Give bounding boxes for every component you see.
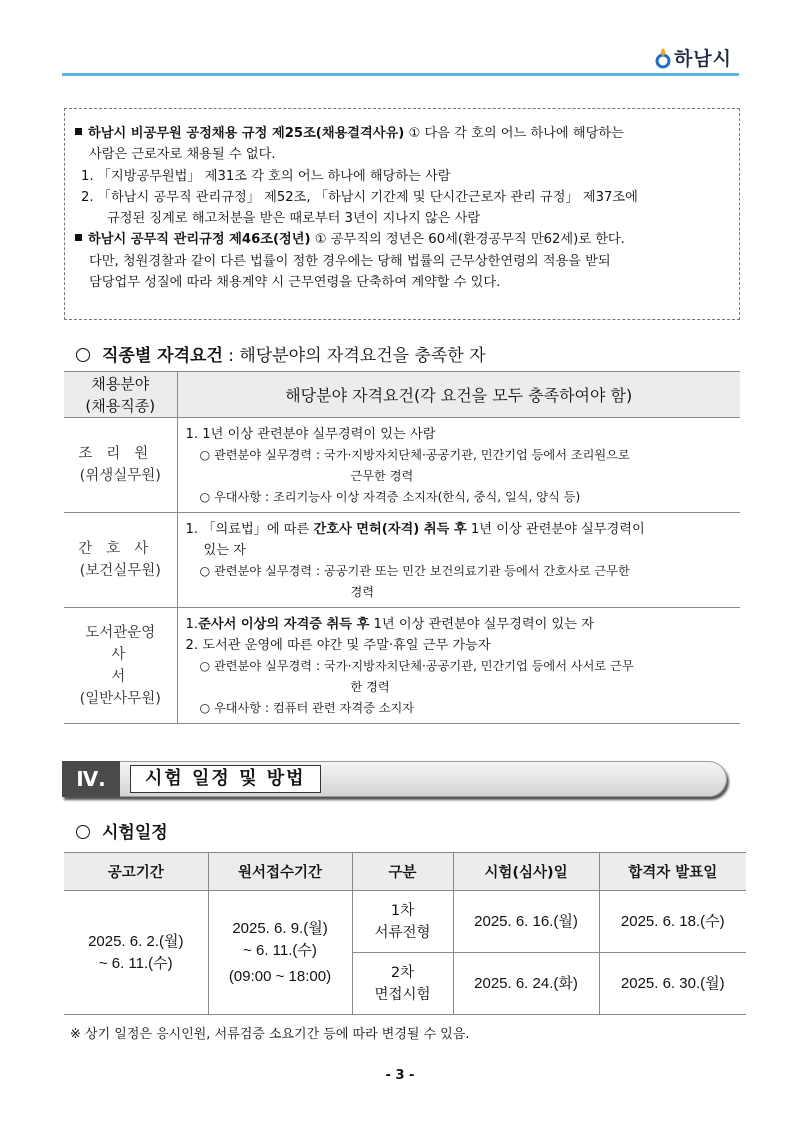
stage-name: 면접시험 xyxy=(374,986,431,1003)
table-header-row xyxy=(64,372,740,418)
qualifications-heading-bold: 직종별 자격요건 xyxy=(102,346,223,366)
stage-name: 서류전형 xyxy=(374,924,431,941)
notice-item-1-text: ① 다음 각 호의 어느 하나에 해당하는 xyxy=(408,126,624,141)
requirement-detail: ○ 관련분야 실무경력 : 국가·지방자치단체·공공기관, 민간기업 등에서 조리원으로 xyxy=(199,448,630,462)
stage xyxy=(352,953,453,1015)
req-text: 1년 이상 관련분야 실무경력이 있는 자 xyxy=(373,617,594,632)
stage-number: 2차 xyxy=(390,964,415,981)
table-header-row xyxy=(64,853,746,891)
notice-item-2-cont1: 다만, 청원경찰과 같이 다른 법률이 정한 경우에는 당해 법률의 근무상한연령의 적용을 받되 xyxy=(89,253,611,269)
exam-date: 2025. 6. 16.(월) xyxy=(453,891,599,953)
row-requirements-cook xyxy=(177,418,740,513)
requirement xyxy=(186,614,741,635)
row-requirements-nurse xyxy=(177,513,740,608)
req-bold: 준사서 이상의 자격증 취득 후 xyxy=(198,617,370,632)
row-title-librarian xyxy=(64,608,177,724)
requirement-detail: ○ 관련분야 실무경력 : 국가·지방자치단체·공공기관, 민간기업 등에서 사서로 근무 xyxy=(199,659,634,673)
notice-item-2 xyxy=(75,229,731,250)
requirement-detail: 한 경력 xyxy=(350,680,390,694)
row-requirements-librarian xyxy=(177,608,740,724)
hanam-logo xyxy=(655,44,732,71)
row-title-nurse xyxy=(64,513,177,608)
notice-item-2-text: ① 공무직의 정년은 60세(환경공무직 만62세)로 한다. xyxy=(314,232,625,248)
header-rule xyxy=(62,73,739,76)
table-row xyxy=(64,891,746,953)
page-number: - 3 - xyxy=(385,1068,415,1083)
stage xyxy=(352,891,453,953)
job-title: 도서관운영 xyxy=(85,624,156,641)
notice-sub-1: 1. 「지방공무원법」 제31조 각 호의 어느 하나에 해당하는 사람 xyxy=(81,168,451,184)
column-header: 시험(심사)일 xyxy=(453,853,599,891)
column-header: 원서접수기간 xyxy=(208,853,352,891)
square-bullet-icon xyxy=(75,128,82,135)
table-row xyxy=(64,608,740,724)
preference: ○ 우대사항 : 조리기능사 이상 자격증 소지자(한식, 중식, 일식, 양식 등) xyxy=(199,490,581,504)
notice-item-1-cont: 사람은 근로자로 채용될 수 없다. xyxy=(89,147,276,163)
requirement-detail: 경력 xyxy=(350,585,375,599)
schedule-table xyxy=(64,852,746,1015)
exam-date: 2025. 6. 24.(화) xyxy=(453,953,599,1015)
qualifications-heading-rest: : 해당분야의 자격요건을 충족한 자 xyxy=(228,346,486,366)
requirement-detail: 근무한 경력 xyxy=(350,469,414,483)
notice-sub-2a: 2. 「하남시 공무직 관리규정」 제52조, 「하남시 기간제 및 단시간근로자 관리 규정」 제37조에 xyxy=(81,189,638,205)
circle-bullet-icon xyxy=(76,825,90,839)
schedule-heading-text: 시험일정 xyxy=(102,823,168,843)
section-title: 시험 일정 및 방법 xyxy=(130,765,321,793)
result-date: 2025. 6. 30.(월) xyxy=(599,953,746,1015)
result-date: 2025. 6. 18.(수) xyxy=(599,891,746,953)
logo-text: 하남시 xyxy=(673,48,732,70)
section-banner xyxy=(62,761,727,797)
qualifications-heading xyxy=(76,341,486,366)
column-header: 공고기간 xyxy=(64,853,208,891)
notice-item-1-title: 하남시 비공무원 공정채용 규정 제25조(채용결격사유) xyxy=(88,126,405,141)
schedule-footnote: ※ 상기 일정은 응시인원, 서류검증 소요기간 등에 따라 변경될 수 있음. xyxy=(70,1027,470,1042)
apply-start: 2025. 6. 9.(월) xyxy=(232,919,328,937)
req-text: 1. xyxy=(185,617,199,632)
notice-period-end: ~ 6. 11.(수) xyxy=(98,954,173,972)
req-bold: 간호사 면허(자격) 취득 후 xyxy=(313,522,467,537)
notice-sub-2b: 규정된 징계로 해고처분을 받은 때로부터 3년이 지나지 않은 사람 xyxy=(107,211,481,227)
requirement-cont: 있는 자 xyxy=(203,543,246,558)
job-subtitle: (일반사무원) xyxy=(79,690,161,707)
notice-period-start: 2025. 6. 2.(월) xyxy=(88,932,184,950)
regulation-notice-box xyxy=(64,108,740,320)
preference: ○ 우대사항 : 컴퓨터 관련 자격증 소지자 xyxy=(199,701,415,715)
circle-bullet-icon xyxy=(76,348,90,362)
section-number: Ⅳ. xyxy=(62,761,120,797)
row-title-cook xyxy=(64,418,177,513)
requirement xyxy=(186,519,741,540)
col1-line1: 채용분야 xyxy=(91,374,150,393)
req-text: 1. 「의료법」에 따른 xyxy=(185,522,310,537)
requirement: 1. 1년 이상 관련분야 실무경력이 있는 사람 xyxy=(185,427,436,442)
job-title-2: 사서 xyxy=(111,646,160,685)
notice-item-1 xyxy=(75,123,731,144)
requirement: 2. 도서관 운영에 따른 야간 및 주말·휴일 근무 가능자 xyxy=(185,638,491,653)
requirement-detail: ○ 관련분야 실무경력 : 공공기관 또는 민간 보건의료기관 등에서 간호사로 근무한 xyxy=(199,564,630,578)
column-header: 합격자 발표일 xyxy=(599,853,746,891)
notice-item-2-cont2: 담당업무 성질에 따라 채용계약 시 근무연령을 단축하여 계약할 수 있다. xyxy=(89,275,501,291)
square-bullet-icon xyxy=(75,234,82,241)
job-subtitle: (위생실무원) xyxy=(79,468,161,484)
schedule-heading xyxy=(76,818,168,843)
column-header-requirements: 해당분야 자격요건(각 요건을 모두 충족하여야 함) xyxy=(177,372,740,418)
stage-number: 1차 xyxy=(390,902,415,919)
hanam-logo-icon xyxy=(655,47,671,69)
job-subtitle: (보건실무원) xyxy=(79,563,161,579)
col1-line2: (채용직종) xyxy=(85,396,156,415)
qualifications-table xyxy=(64,371,740,724)
table-row xyxy=(64,418,740,513)
application-period xyxy=(208,891,352,1015)
notice-item-2-title: 하남시 공무직 관리규정 제46조(정년) xyxy=(88,232,311,248)
notice-period xyxy=(64,891,208,1015)
table-row xyxy=(64,513,740,608)
apply-hours: (09:00 ~ 18:00) xyxy=(228,967,332,985)
column-header-field xyxy=(64,372,177,418)
column-header: 구분 xyxy=(352,853,453,891)
apply-end: ~ 6. 11.(수) xyxy=(243,941,317,959)
job-title: 조리원 xyxy=(78,446,163,462)
job-title: 간호사 xyxy=(78,541,163,557)
req-text: 1년 이상 관련분야 실무경력이 xyxy=(470,522,645,537)
